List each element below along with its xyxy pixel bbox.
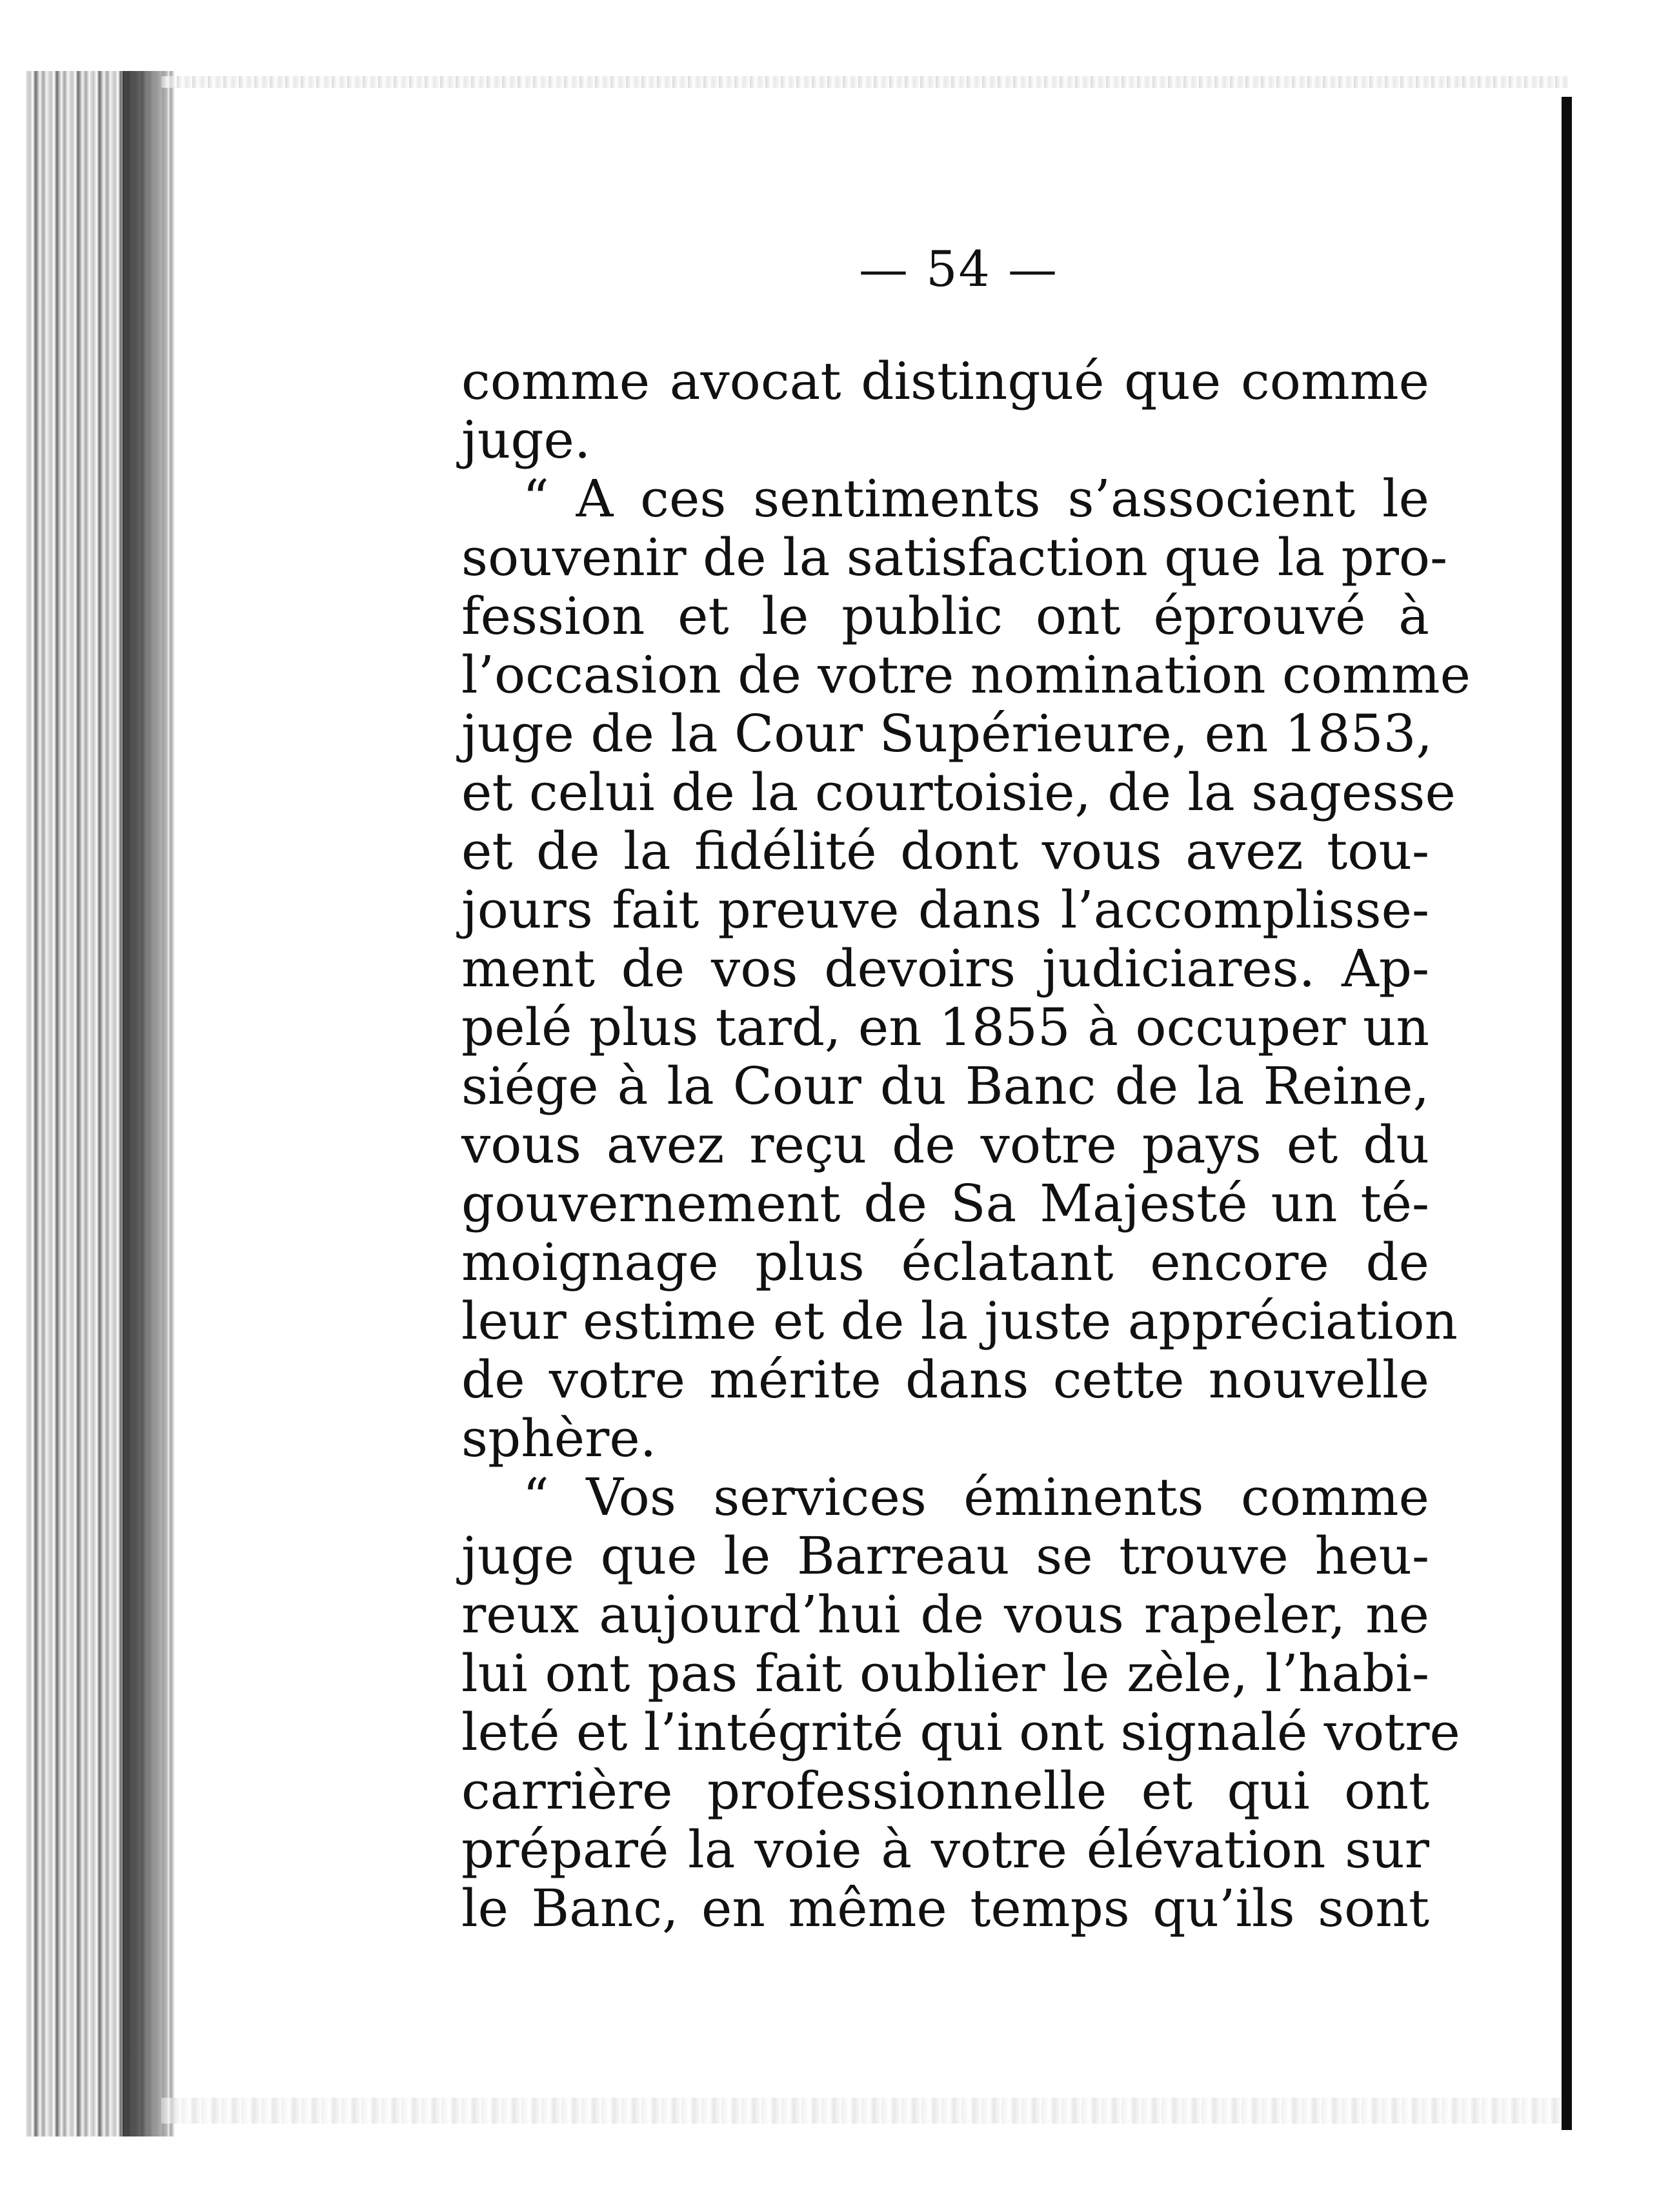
text-line: “ A ces sentiments s’associent le — [523, 469, 1429, 529]
text-line: vous avez reçu de votre pays et du — [461, 1115, 1429, 1175]
page-top-edge — [161, 76, 1568, 88]
text-line: de votre mérite dans cette nouvelle — [461, 1350, 1429, 1410]
book-gutter-shadow — [123, 71, 168, 2136]
text-line: leur estime et de la juste appréciation — [461, 1291, 1458, 1351]
page-right-border — [1562, 97, 1572, 2130]
text-line: souvenir de la satisfaction que la pro- — [461, 527, 1448, 587]
text-line: moignage plus éclatant encore de — [461, 1232, 1429, 1292]
text-line: et celui de la courtoisie, de la sagesse — [461, 762, 1456, 822]
text-line: jours fait preuve dans l’accomplisse- — [461, 880, 1429, 940]
text-line: et de la fidélité dont vous avez tou- — [461, 821, 1429, 881]
text-line: juge. — [461, 410, 591, 470]
text-line: fession et le public ont éprouvé à — [461, 586, 1429, 646]
text-line: siége à la Cour du Banc de la Reine, — [461, 1056, 1429, 1116]
text-line: préparé la voie à votre élévation sur — [461, 1820, 1429, 1880]
page-number: — 54 — — [858, 240, 1059, 298]
text-line: sphère. — [461, 1408, 657, 1468]
text-line: comme avocat distingué que comme — [461, 351, 1429, 411]
text-line: pelé plus tard, en 1855 à occuper un — [461, 997, 1429, 1057]
body-text — [461, 351, 1471, 1938]
text-line: l’occasion de votre nomination comme — [461, 645, 1471, 705]
text-line: leté et l’intégrité qui ont signalé votre — [461, 1702, 1460, 1762]
text-line: juge de la Cour Supérieure, en 1853, — [461, 704, 1433, 764]
text-line: ment de vos devoirs judiciares. Ap- — [461, 939, 1429, 999]
text-line: le Banc, en même temps qu’ils sont — [461, 1878, 1429, 1938]
text-line: gouvernement de Sa Majesté un té- — [461, 1173, 1429, 1233]
text-line: juge que le Barreau se trouve heu- — [461, 1526, 1429, 1586]
text-line: carrière professionnelle et qui ont — [461, 1761, 1429, 1821]
text-line: “ Vos services éminents comme — [523, 1467, 1429, 1527]
text-line: lui ont pas fait oublier le zèle, l’habi- — [461, 1643, 1429, 1703]
page-bottom-edge — [161, 2098, 1568, 2124]
text-line: reux aujourd’hui de vous rapeler, ne — [461, 1585, 1429, 1645]
